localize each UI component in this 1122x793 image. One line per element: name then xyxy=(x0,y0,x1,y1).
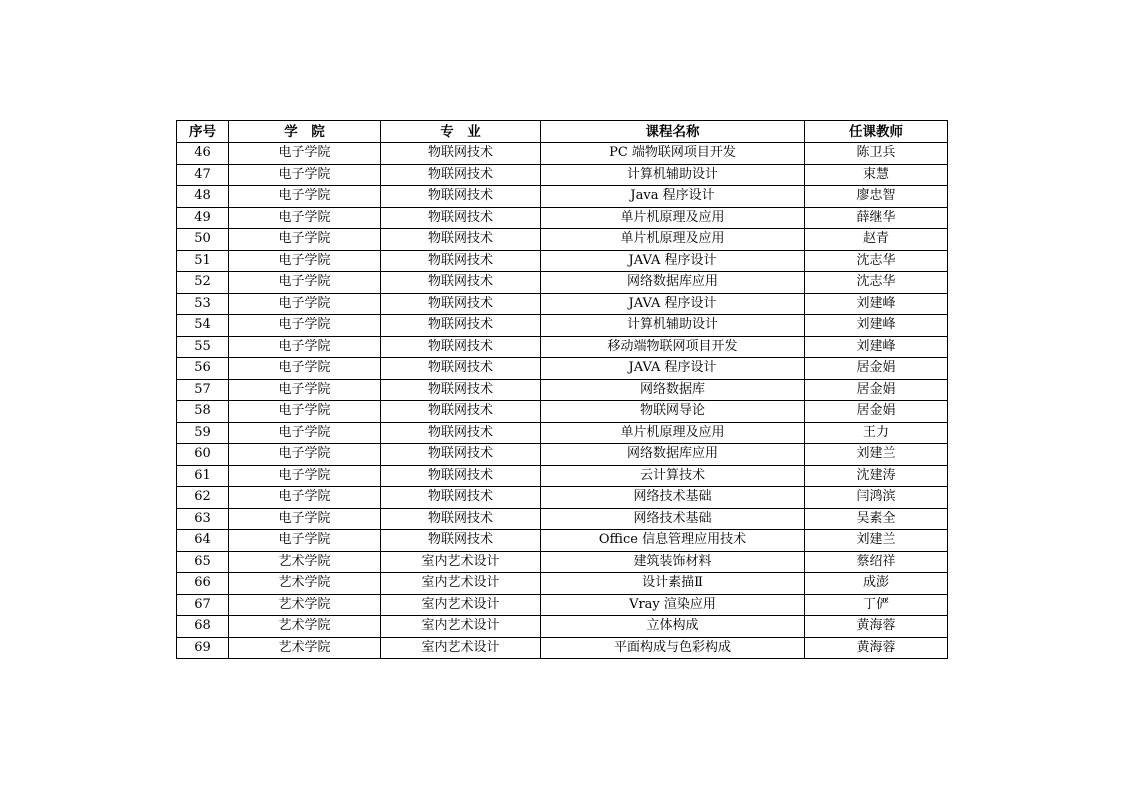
cell-course: 计算机辅助设计 xyxy=(541,164,805,186)
cell-course: PC 端物联网项目开发 xyxy=(541,143,805,165)
cell-teacher: 沈建涛 xyxy=(805,465,948,487)
cell-no: 62 xyxy=(177,487,229,509)
table-row xyxy=(177,508,948,530)
table-row xyxy=(177,143,948,165)
cell-college: 电子学院 xyxy=(229,250,381,272)
cell-teacher: 吴素全 xyxy=(805,508,948,530)
cell-major: 物联网技术 xyxy=(381,465,541,487)
cell-major: 室内艺术设计 xyxy=(381,551,541,573)
cell-no: 59 xyxy=(177,422,229,444)
cell-course: 网络技术基础 xyxy=(541,508,805,530)
cell-no: 56 xyxy=(177,358,229,380)
cell-teacher: 刘建兰 xyxy=(805,444,948,466)
cell-major: 物联网技术 xyxy=(381,207,541,229)
cell-college: 电子学院 xyxy=(229,465,381,487)
cell-no: 55 xyxy=(177,336,229,358)
cell-college: 电子学院 xyxy=(229,186,381,208)
cell-teacher: 束慧 xyxy=(805,164,948,186)
cell-major: 物联网技术 xyxy=(381,336,541,358)
cell-teacher: 闫鸿滨 xyxy=(805,487,948,509)
cell-major: 物联网技术 xyxy=(381,229,541,251)
cell-major: 物联网技术 xyxy=(381,358,541,380)
cell-no: 46 xyxy=(177,143,229,165)
cell-course: 网络数据库应用 xyxy=(541,444,805,466)
cell-no: 58 xyxy=(177,401,229,423)
cell-major: 物联网技术 xyxy=(381,508,541,530)
cell-no: 65 xyxy=(177,551,229,573)
cell-no: 57 xyxy=(177,379,229,401)
table-row xyxy=(177,422,948,444)
table-row xyxy=(177,465,948,487)
cell-major: 物联网技术 xyxy=(381,293,541,315)
cell-college: 电子学院 xyxy=(229,422,381,444)
cell-course: 立体构成 xyxy=(541,616,805,638)
cell-college: 电子学院 xyxy=(229,293,381,315)
cell-course: Office 信息管理应用技术 xyxy=(541,530,805,552)
cell-college: 电子学院 xyxy=(229,401,381,423)
header-major: 专 业 xyxy=(381,121,541,143)
table-body xyxy=(177,143,948,659)
cell-college: 电子学院 xyxy=(229,164,381,186)
cell-teacher: 成澎 xyxy=(805,573,948,595)
cell-course: 网络数据库应用 xyxy=(541,272,805,294)
cell-teacher: 黄海蓉 xyxy=(805,616,948,638)
cell-teacher: 薛继华 xyxy=(805,207,948,229)
table-row xyxy=(177,250,948,272)
cell-teacher: 蔡绍祥 xyxy=(805,551,948,573)
table-row xyxy=(177,336,948,358)
table-row xyxy=(177,594,948,616)
cell-college: 电子学院 xyxy=(229,207,381,229)
header-course: 课程名称 xyxy=(541,121,805,143)
cell-no: 68 xyxy=(177,616,229,638)
cell-college: 艺术学院 xyxy=(229,551,381,573)
cell-teacher: 刘建兰 xyxy=(805,530,948,552)
cell-teacher: 赵青 xyxy=(805,229,948,251)
cell-major: 室内艺术设计 xyxy=(381,637,541,659)
cell-major: 物联网技术 xyxy=(381,272,541,294)
cell-course: 平面构成与色彩构成 xyxy=(541,637,805,659)
cell-course: 云计算技术 xyxy=(541,465,805,487)
cell-major: 室内艺术设计 xyxy=(381,616,541,638)
cell-no: 54 xyxy=(177,315,229,337)
table-row xyxy=(177,272,948,294)
table-row xyxy=(177,444,948,466)
table-row xyxy=(177,379,948,401)
cell-teacher: 丁俨 xyxy=(805,594,948,616)
table-row xyxy=(177,207,948,229)
cell-no: 52 xyxy=(177,272,229,294)
cell-course: 单片机原理及应用 xyxy=(541,422,805,444)
cell-teacher: 刘建峰 xyxy=(805,293,948,315)
cell-major: 物联网技术 xyxy=(381,444,541,466)
cell-course: 移动端物联网项目开发 xyxy=(541,336,805,358)
cell-teacher: 黄海蓉 xyxy=(805,637,948,659)
cell-teacher: 沈志华 xyxy=(805,250,948,272)
cell-major: 物联网技术 xyxy=(381,530,541,552)
cell-course: 单片机原理及应用 xyxy=(541,207,805,229)
cell-major: 室内艺术设计 xyxy=(381,573,541,595)
cell-college: 电子学院 xyxy=(229,358,381,380)
table-row xyxy=(177,637,948,659)
cell-course: 物联网导论 xyxy=(541,401,805,423)
cell-no: 50 xyxy=(177,229,229,251)
cell-no: 60 xyxy=(177,444,229,466)
cell-no: 53 xyxy=(177,293,229,315)
cell-college: 艺术学院 xyxy=(229,594,381,616)
cell-college: 艺术学院 xyxy=(229,637,381,659)
cell-course: JAVA 程序设计 xyxy=(541,358,805,380)
cell-college: 电子学院 xyxy=(229,508,381,530)
cell-major: 物联网技术 xyxy=(381,143,541,165)
cell-no: 61 xyxy=(177,465,229,487)
cell-teacher: 刘建峰 xyxy=(805,315,948,337)
cell-college: 电子学院 xyxy=(229,530,381,552)
cell-college: 电子学院 xyxy=(229,143,381,165)
header-teacher: 任课教师 xyxy=(805,121,948,143)
header-college: 学 院 xyxy=(229,121,381,143)
cell-teacher: 王力 xyxy=(805,422,948,444)
cell-major: 物联网技术 xyxy=(381,164,541,186)
cell-major: 室内艺术设计 xyxy=(381,594,541,616)
cell-course: 设计素描Ⅱ xyxy=(541,573,805,595)
cell-major: 物联网技术 xyxy=(381,379,541,401)
table-row xyxy=(177,164,948,186)
header-row xyxy=(177,121,948,143)
cell-major: 物联网技术 xyxy=(381,401,541,423)
table-row xyxy=(177,358,948,380)
cell-no: 66 xyxy=(177,573,229,595)
cell-college: 艺术学院 xyxy=(229,616,381,638)
cell-major: 物联网技术 xyxy=(381,186,541,208)
cell-college: 电子学院 xyxy=(229,444,381,466)
cell-college: 电子学院 xyxy=(229,379,381,401)
table-row xyxy=(177,530,948,552)
cell-teacher: 居金娟 xyxy=(805,401,948,423)
cell-teacher: 沈志华 xyxy=(805,272,948,294)
course-table xyxy=(176,120,948,659)
table-row xyxy=(177,401,948,423)
cell-no: 51 xyxy=(177,250,229,272)
cell-college: 艺术学院 xyxy=(229,573,381,595)
cell-major: 物联网技术 xyxy=(381,422,541,444)
cell-college: 电子学院 xyxy=(229,487,381,509)
cell-course: 单片机原理及应用 xyxy=(541,229,805,251)
cell-teacher: 居金娟 xyxy=(805,379,948,401)
cell-college: 电子学院 xyxy=(229,336,381,358)
cell-no: 69 xyxy=(177,637,229,659)
cell-teacher: 居金娟 xyxy=(805,358,948,380)
cell-college: 电子学院 xyxy=(229,272,381,294)
cell-no: 67 xyxy=(177,594,229,616)
cell-no: 63 xyxy=(177,508,229,530)
cell-major: 物联网技术 xyxy=(381,315,541,337)
cell-course: 建筑装饰材料 xyxy=(541,551,805,573)
cell-major: 物联网技术 xyxy=(381,487,541,509)
cell-college: 电子学院 xyxy=(229,315,381,337)
cell-no: 47 xyxy=(177,164,229,186)
table-row xyxy=(177,487,948,509)
cell-teacher: 陈卫兵 xyxy=(805,143,948,165)
cell-course: 计算机辅助设计 xyxy=(541,315,805,337)
cell-course: Vray 渲染应用 xyxy=(541,594,805,616)
table-row xyxy=(177,229,948,251)
table-row xyxy=(177,186,948,208)
cell-course: Java 程序设计 xyxy=(541,186,805,208)
cell-teacher: 廖忠智 xyxy=(805,186,948,208)
table-header xyxy=(177,121,948,143)
cell-no: 49 xyxy=(177,207,229,229)
cell-teacher: 刘建峰 xyxy=(805,336,948,358)
cell-course: 网络技术基础 xyxy=(541,487,805,509)
cell-course: JAVA 程序设计 xyxy=(541,293,805,315)
cell-major: 物联网技术 xyxy=(381,250,541,272)
table-row xyxy=(177,293,948,315)
table-row xyxy=(177,573,948,595)
cell-no: 48 xyxy=(177,186,229,208)
table-row xyxy=(177,616,948,638)
cell-no: 64 xyxy=(177,530,229,552)
cell-course: 网络数据库 xyxy=(541,379,805,401)
table-row xyxy=(177,551,948,573)
cell-college: 电子学院 xyxy=(229,229,381,251)
table-row xyxy=(177,315,948,337)
header-no: 序号 xyxy=(177,121,229,143)
cell-course: JAVA 程序设计 xyxy=(541,250,805,272)
